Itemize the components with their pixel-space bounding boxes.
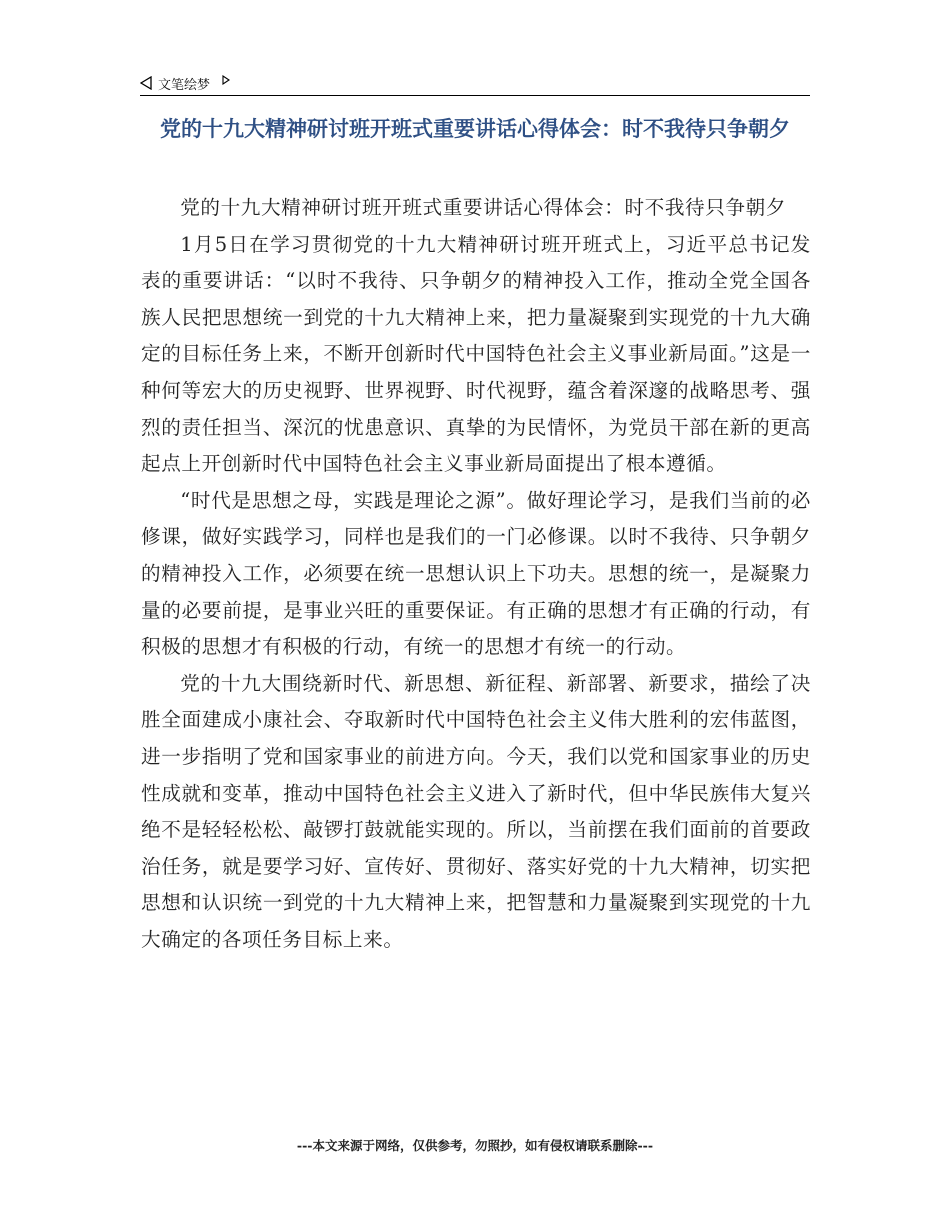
- header-divider: [140, 95, 810, 96]
- document-header: [140, 72, 810, 94]
- paragraph: “时代是思想之母，实践是理论之源”。做好理论学习，是我们当前的必修课，做好实践学习，同样也是我们的一门必修课。以时不我待、只争朝夕的精神投入工作，必须要在统一思想认识上下功夫。思想的统一，是凝聚力量的必要前提，是事业兴旺的重要保证。有正确的思想才有正确的行动，有积极的思想才有积极的行动，有统一的思想才有统一的行动。: [141, 488, 811, 659]
- paragraph: 1月5日在学习贯彻党的十九大精神研讨班开班式上，习近平总书记发表的重要讲话：“以时不我待、只争朝夕的精神投入工作，推动全党全国各族人民把思想统一到党的十九大精神上来，把力量凝聚到实现党的十九大确定的目标任务上来，不断开创新时代中国特色社会主义事业新局面。”这是一种何等宏大的历史视野、世界视野、时代视野，蕴含着深邃的战略思考、强烈的责任担当、深沉的忧患意识、真挚的为民情怀，为党员干部在新的更高起点上开创新时代中国特色社会主义事业新局面提出了根本遵循。: [141, 232, 811, 476]
- document-body: [141, 190, 811, 958]
- document-footer: ---本文来源于网络，仅供参考，勿照抄，如有侵权请联系删除---: [296, 1138, 654, 1153]
- paragraph: 党的十九大围绕新时代、新思想、新征程、新部署、新要求，描绘了决胜全面建成小康社会、夺取新时代中国特色社会主义伟大胜利的宏伟蓝图，进一步指明了党和国家事业的前进方向。今天，我们以党和国家事业的历史性成就和变革，推动中国特色社会主义进入了新时代，但中华民族伟大复兴绝不是轻轻松松、敲锣打鼓就能实现的。所以，当前摆在我们面前的首要政治任务，就是要学习好、宣传好、贯彻好、落实好党的十九大精神，切实把思想和认识统一到党的十九大精神上来，把智慧和力量凝聚到实现党的十九大确定的各项任务目标上来。: [141, 671, 811, 951]
- triangle-left-icon: [140, 76, 152, 90]
- document-title: 党的十九大精神研讨班开班式重要讲话心得体会：时不我待只争朝夕: [160, 117, 790, 141]
- paragraph: 党的十九大精神研讨班开班式重要讲话心得体会：时不我待只争朝夕: [180, 196, 786, 219]
- header-brand: 文笔绘梦: [158, 77, 211, 93]
- triangle-right-icon: [222, 75, 230, 85]
